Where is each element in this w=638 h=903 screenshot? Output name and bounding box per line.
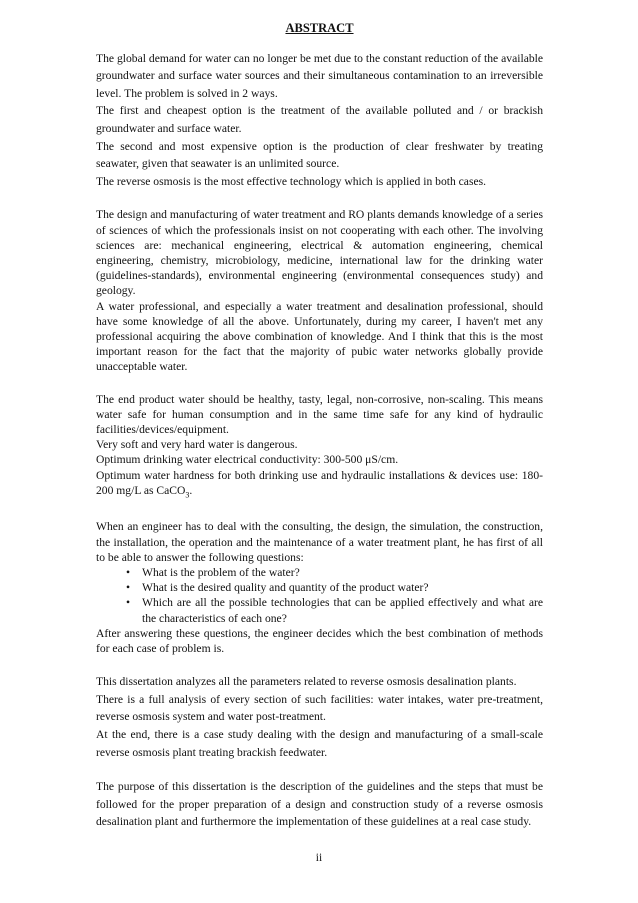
paragraph: The second and most expensive option is the production of clear freshwater by treating seawater, given that seawater is an unlimited source. xyxy=(96,139,543,171)
document-page xyxy=(96,14,543,831)
paragraph: When an engineer has to deal with the consulting, the design, the simulation, the construction, the installation, the operation and the maintenance of a water treatment plant, he has first of all to be able to answer the following questions: xyxy=(96,520,543,564)
list-item: • Which are all the possible technologies that can be applied effectively and what are the characteristics of each one? xyxy=(128,595,543,625)
paragraph: After answering these questions, the engineer decides which the best combination of methods for each case of problem is. xyxy=(96,626,543,655)
paragraph: There is a full analysis of every section of such facilities: water intakes, water pre-treatment, reverse osmosis system and water post-treatment. xyxy=(96,692,543,724)
paragraph: Optimum drinking water electrical conductivity: 300-500 μS/cm. xyxy=(96,453,399,467)
question-list xyxy=(96,565,543,626)
abstract-title: ABSTRACT xyxy=(285,21,354,35)
section-dissertation xyxy=(96,673,543,761)
paragraph: The first and cheapest option is the treatment of the available polluted and / or brackish groundwater and surface water. xyxy=(96,104,543,135)
list-item: • What is the problem of the water? xyxy=(128,565,543,580)
paragraph: The global demand for water can no longer be met due to the constant reduction of the available groundwater and surface water sources and their simultaneous contamination to an irreversible level. The problem is solved in 2 ways. xyxy=(96,51,543,100)
section-questions xyxy=(96,519,543,656)
paragraph: A water professional, and especially a water treatment and desalination professional, should have some knowledge of all the above. Unfortunately, during my career, I haven't met any professional acquiring the above combination of knowledge. And I think that this is the most important reason for the fact that the majority of pubic water networks globally provide unacceptable water. xyxy=(96,299,543,374)
paragraph: At the end, there is a case study dealing with the design and manufacturing of a small-scale reverse osmosis plant treating brackish feedwater. xyxy=(96,727,543,759)
list-item: • What is the desired quality and quantity of the product water? xyxy=(128,580,543,595)
page-number: ii xyxy=(315,852,323,864)
section-intro xyxy=(96,50,543,191)
paragraph: The purpose of this dissertation is the description of the guidelines and the steps that must be followed for the proper preparation of a design and construction study of a reverse osmosis desalination plant and furthermore the implementation of these guidelines at a real case study. xyxy=(96,780,543,829)
paragraph: The design and manufacturing of water treatment and RO plants demands knowledge of a series of sciences of which the professionals insist on not cooperating with each other. The involving sciences are: mechanical engineering, electrical & automation engineering, chemical engineering, chemistry, microbiology, medicine, international law for the drinking water (guidelines-standards), environmental engineering (environmental consequences study) and geology. xyxy=(96,208,543,298)
section-sciences xyxy=(96,207,543,374)
paragraph: This dissertation analyzes all the parameters related to reverse osmosis desalination plants. xyxy=(96,675,517,689)
section-product-water xyxy=(96,392,543,503)
section-purpose xyxy=(96,778,543,831)
paragraph-hardness: Optimum water hardness for both drinking use and hydraulic installations & devices use: 180-200 mg/L as CaCO$_3$. xyxy=(96,468,543,500)
paragraph: The reverse osmosis is the most effective technology which is applied in both cases. xyxy=(96,174,487,188)
paragraph: The end product water should be healthy, tasty, legal, non-corrosive, non-scaling. This means water safe for human consumption and in the same time safe for any kind of hydraulic facilities/devices/equipment. xyxy=(96,392,543,436)
paragraph: Very soft and very hard water is dangerous. xyxy=(96,438,298,452)
